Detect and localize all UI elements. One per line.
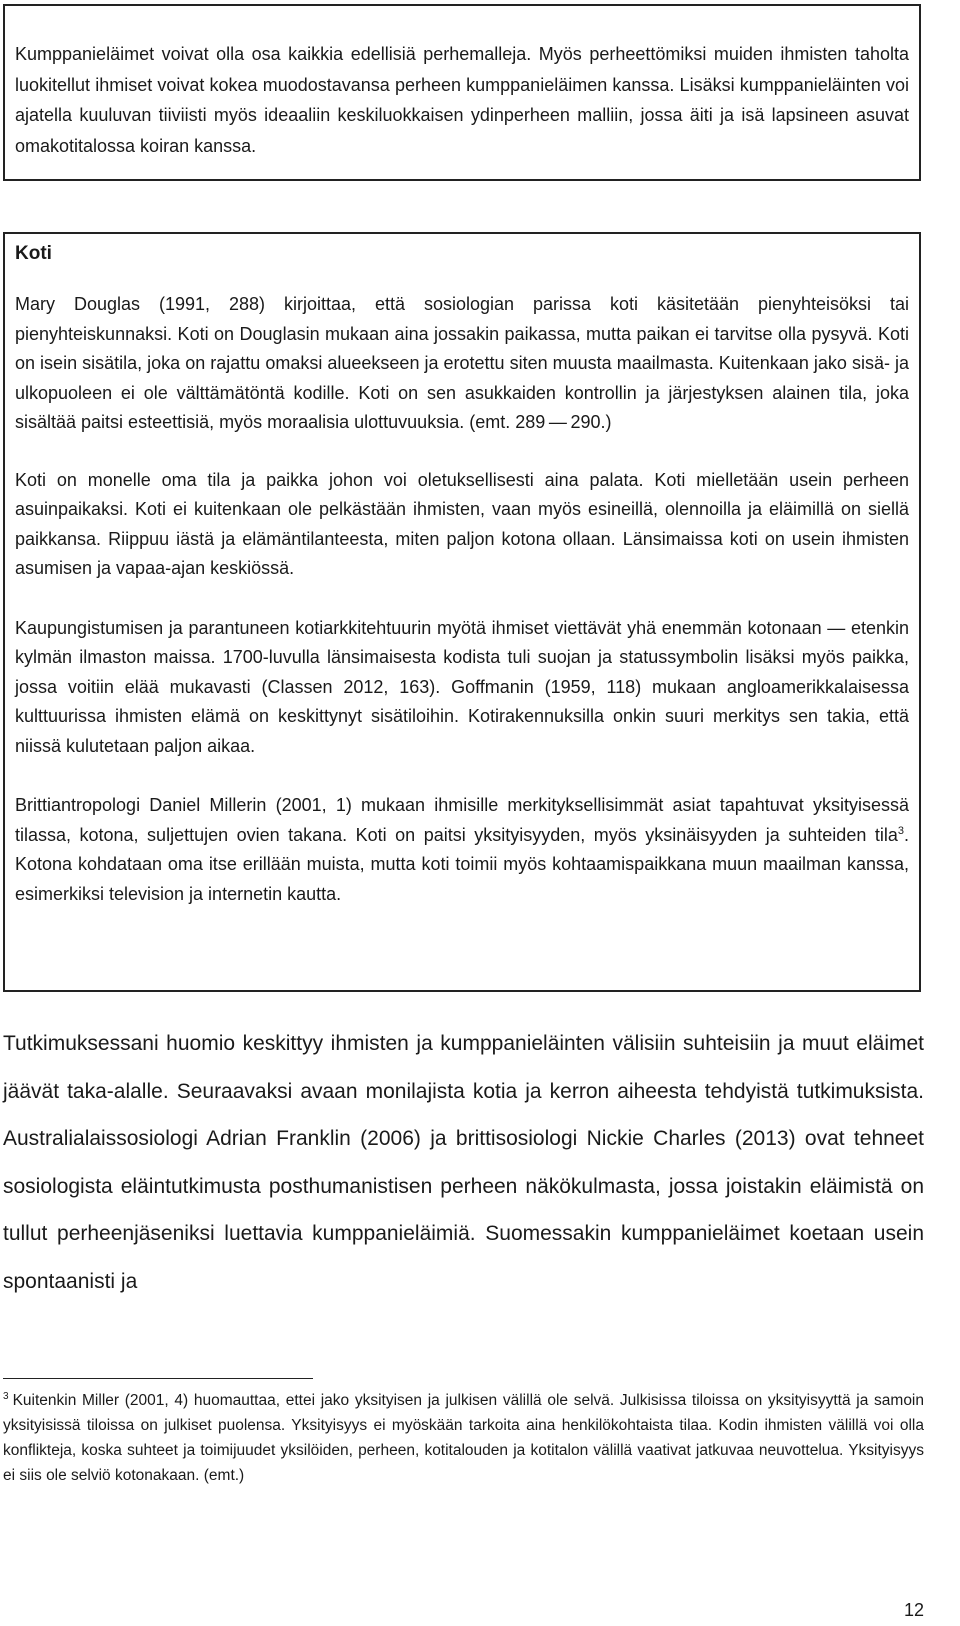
koti-paragraph-1: Mary Douglas (1991, 288) kirjoittaa, että sosiologian parissa koti käsitetään pienyhteisöksi tai pienyhteiskunnaksi. Koti on Douglasin mukaan aina jossakin paikassa, mutta paikan ei tarvitse olla pysyvä. Koti on isein sisätila, joka on rajattu omaksi alueekseen ja erotettu siten muusta maailmasta. Kuitenkaan jako sisä- ja ulkopuoleen ei ole välttämätöntä kodille. Koti on sen asukkaiden kontrollin ja järjestyksen alainen tila, joka sisältää paitsi esteettisiä, myös moraalisia ulottuvuuksia. (emt. 289 — 290.) <box>15 294 909 432</box>
intro-paragraph: Kumppanieläimet voivat olla osa kaikkia edellisiä perhemalleja. Myös perheettömiksi muiden ihmisten taholta luokitellut ihmiset voivat kokea muodostavansa perheen kumppanieläimen kanssa. Lisäksi kumppanieläinten voi ajatella kuuluvan tiiviisti myös ideaaliin keskiluokkaisen ydinperheen malliin, jossa äiti ja isä lapsineen asuvat omakotitalossa koiran kanssa. <box>15 44 909 156</box>
main-body-paragraph: Tutkimuksessani huomio keskittyy ihmisten ja kumppanieläinten välisiin suhteisiin ja muut eläimet jäävät taka-alalle. Seuraavaksi avaan monilajista kotia ja kerron aiheesta tehdyistä tutkimuksista. Australialaissosiologi Adrian Franklin (2006) ja brittisosiologi Nickie Charles (2013) ovat tehneet sosiologista eläintutkimusta posthumanistisen perheen näkökulmasta, jossa joistakin eläimistä on tullut perheenjäseniksi luettavia kumppanieläimiä. Suomessakin kumppanieläimet koetaan usein spontaanisti ja <box>3 1032 924 1293</box>
footnote-reference: 3 <box>897 824 904 837</box>
koti-heading: Koti <box>15 243 52 264</box>
koti-paragraph-4-text-end: . Kotona kohdataan oma itse erillään muista, mutta koti toimii myös kohtaamispaikkana muun maailman kanssa, esimerkiksi television ja internetin kautta. <box>15 824 909 904</box>
koti-paragraph-2: Koti on monelle oma tila ja paikka johon voi oletuksellisesti aina palata. Koti mielletään usein perheen asuinpaikaksi. Koti ei kuitenkaan ole pelkästään ihmisten, vaan myös esineillä, olennoilla ja eläimillä on siellä paikkansa. Riippuu iästä ja elämäntilanteesta, miten paljon kotona ollaan. Länsimaissa koti on usein ihmisten asumisen ja vapaa-ajan keskiössä. <box>15 469 909 578</box>
footnote <box>3 1388 924 1488</box>
page-number: 12 <box>903 1600 924 1620</box>
intro-text-box <box>3 4 921 181</box>
koti-text-box <box>3 232 921 992</box>
footnote-marker: 3 <box>3 1391 9 1402</box>
koti-paragraph-4 <box>15 791 909 909</box>
footnote-separator <box>3 1378 313 1379</box>
footnote-text: Kuitenkin Miller (2001, 4) huomauttaa, ettei jako yksityisen ja julkisen välillä ole selvä. Julkisissa tiloissa on yksityisyyttä ja samoin yksityisissä tiloissa on julkiset puolensa. Yksityisyys ei myöskään tarkoita aina henkilökohtaista tilaa. Kodin ihmisten välillä voi olla konflikteja, koska suhteet ja toimijuudet yksilöiden, perheen, kotitalouden ja kotitalon välillä vaativat jatkuvaa neuvottelua. Yksityisyys ei siis ole selviö kotonakaan. (emt.) <box>3 1392 924 1484</box>
koti-paragraph-4-text: Brittiantropologi Daniel Millerin (2001, 1) mukaan ihmisille merkityksellisimmät asiat tapahtuvat yksityisessä tilassa, kotona, suljettujen ovien takana. Koti on paitsi yksityisyyden, myös yksinäisyyden ja suhteiden tila <box>15 795 909 845</box>
koti-paragraph-3: Kaupungistumisen ja parantuneen kotiarkkitehtuurin myötä ihmiset viettävät yhä enemmän kotonaan — etenkin kylmän ilmaston maissa. 1700-luvulla länsimaisesta kodista tuli suojan ja statussymbolin lisäksi myös paikka, jossa voitiin elää mukavasti (Classen 2012, 163). Goffmanin (1959, 118) mukaan angloamerikkalaisessa kulttuurissa ihmisten elämä on keskittynyt sisätiloihin. Kotirakennuksilla onkin suuri merkitys sen takia, että niissä kulutetaan paljon aikaa. <box>15 617 909 756</box>
